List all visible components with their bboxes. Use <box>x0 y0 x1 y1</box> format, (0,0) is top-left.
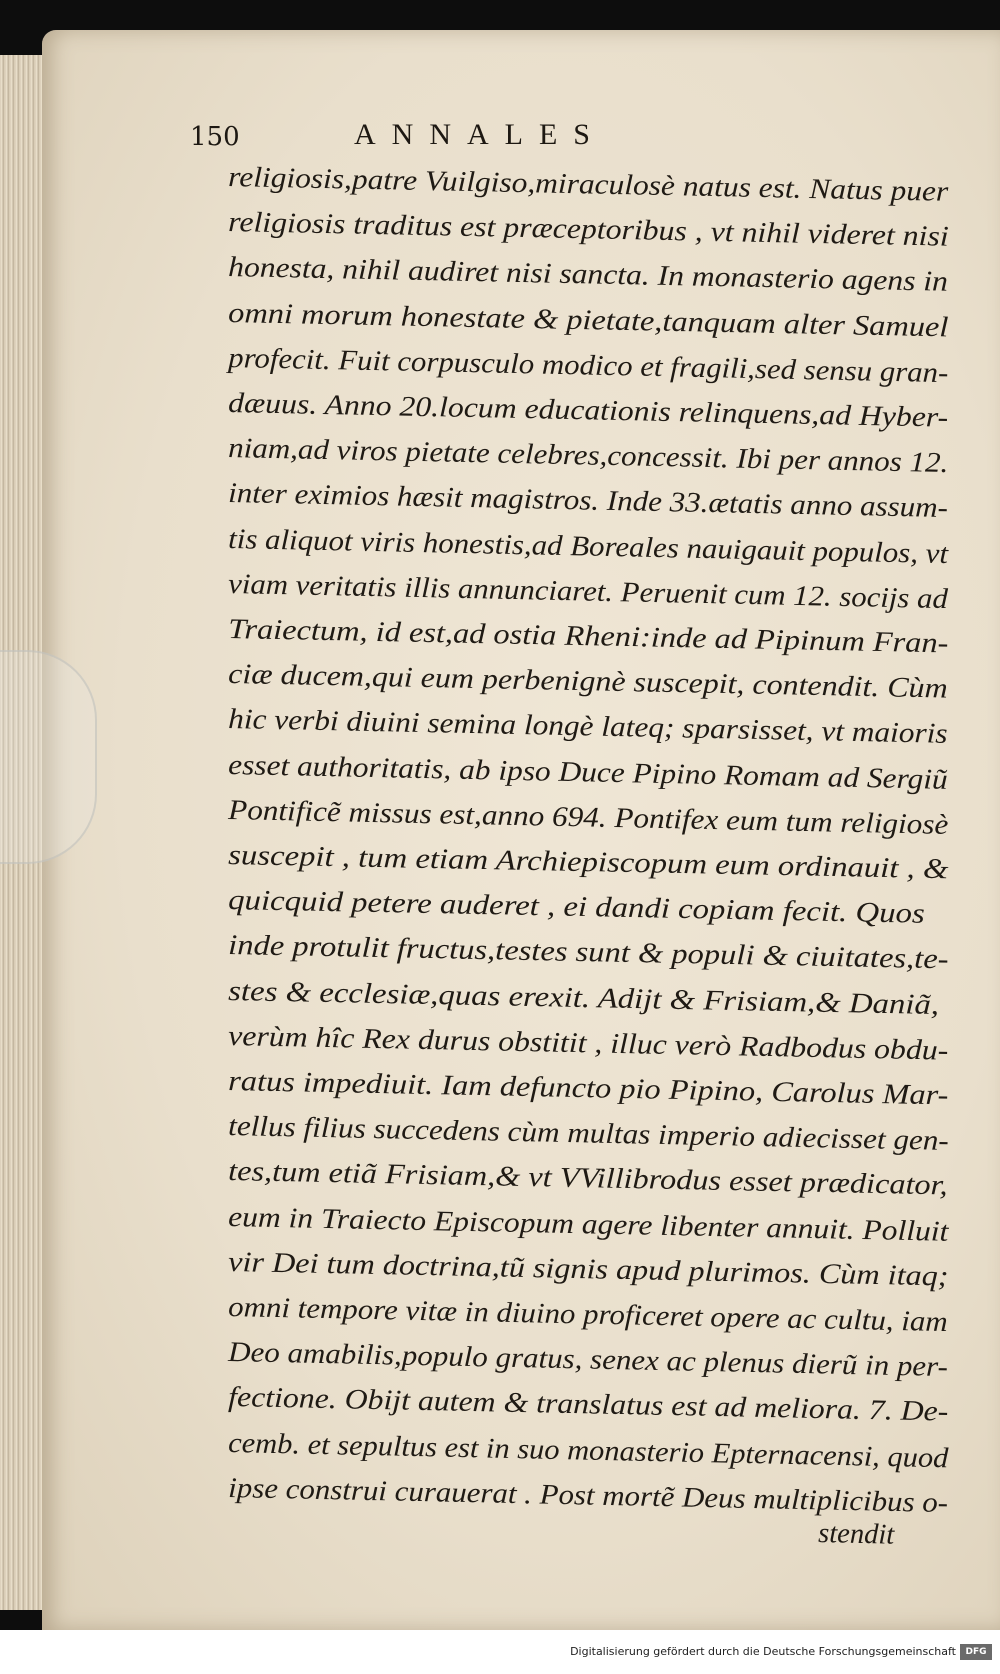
page-header <box>190 118 770 158</box>
text-line: niam,ad viros pietate celebres,concessit. Ibi per annos 12. <box>227 433 949 480</box>
text-line: stes & ecclesiæ,quas erexit. Adijt & Frisiam,& Daniã, <box>227 975 940 1021</box>
text-line: vir Dei tum doctrina,tũ signis apud plurimos. Cùm itaq; <box>227 1246 949 1293</box>
text-line: omni tempore vitæ in diuino proficeret opere ac cultu, iam <box>227 1292 949 1339</box>
text-line: Traiectum, id est,ad ostia Rheni:inde ad Pipinum Fran- <box>227 614 949 660</box>
text-line: dæuus. Anno 20.locum educationis relinquens,ad Hyber- <box>227 388 949 434</box>
text-line: stendit <box>817 1518 895 1551</box>
text-line: hic verbi diuini semina longè lateq; sparsisset, vt maioris <box>227 704 948 751</box>
text-line: Deo amabilis,populo gratus, senex ac plenus dierũ in per- <box>227 1337 949 1384</box>
body-text <box>228 162 963 1582</box>
footer-credit: Digitalisierung gefördert durch die Deutsche Forschungsgemeinschaft <box>570 1645 956 1658</box>
text-line: tes,tum etiã Frisiam,& vt VVillibrodus esset prædicator, <box>227 1156 949 1202</box>
text-line: religiosis,patre Vuilgiso,miraculosè natus est. Natus puer <box>227 162 949 208</box>
page-number: 150 <box>190 122 240 152</box>
text-line: viam veritatis illis annunciaret. Peruenit cum 12. socijs ad <box>227 568 949 615</box>
text-line: profecit. Fuit corpusculo modico et fragili,sed sensu gran- <box>227 342 949 389</box>
text-line: quicquid petere auderet , ei dandi copiam fecit. Quos <box>227 885 926 930</box>
text-line: esset authoritatis, ab ipso Duce Pipino Romam ad Sergiũ <box>227 749 949 796</box>
text-line: inter eximios hæsit magistros. Inde 33.ætatis anno assum- <box>227 478 949 525</box>
text-line: cemb. et sepultus est in suo monasterio Epternacensi, quod <box>227 1427 949 1474</box>
page-clip <box>0 650 97 864</box>
text-line: fectione. Obijt autem & translatus est ad meliora. 7. De- <box>227 1382 949 1429</box>
text-line: ipse construi curauerat . Post mortẽ Deus multiplicibus o- <box>227 1472 949 1519</box>
text-line: tis aliquot viris honestis,ad Boreales nauigauit populos, vt <box>227 523 949 570</box>
text-line: eum in Traiecto Episcopum agere libenter annuit. Polluit <box>227 1201 949 1248</box>
text-line: tellus filius succedens cùm multas imperio adiecisset gen- <box>227 1111 950 1158</box>
text-line: Pontificẽ missus est,anno 694. Pontifex eum tum religiosè <box>227 794 949 841</box>
running-head: ANNALES <box>354 118 606 151</box>
dfg-logo: DFG <box>960 1644 992 1660</box>
footer-bar <box>0 1630 1000 1674</box>
text-line: honesta, nihil audiret nisi sancta. In monasterio agens in <box>227 252 949 299</box>
text-line: suscepit , tum etiam Archiepiscopum eum ordinauit , & <box>227 840 949 886</box>
text-line: verùm hîc Rex durus obstitit , illuc verò Radbodus obdu- <box>227 1020 949 1067</box>
text-line: inde protulit fructus,testes sunt & populi & ciuitates,te- <box>227 930 949 976</box>
text-line: religiosis traditus est præceptoribus , vt nihil videret nisi <box>227 207 950 253</box>
text-line: omni morum honestate & pietate,tanquam alter Samuel <box>227 297 949 343</box>
text-line: ciæ ducem,qui eum perbenignè suscepit, contendit. Cùm <box>227 659 949 705</box>
text-line: ratus impediuit. Iam defuncto pio Pipino, Carolus Mar- <box>227 1066 949 1112</box>
